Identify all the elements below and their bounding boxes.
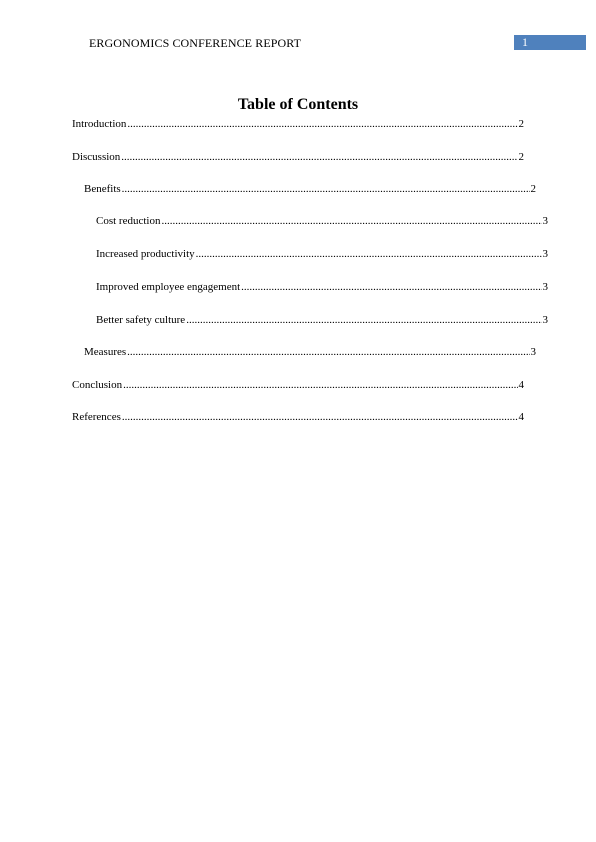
toc-leader [127,345,529,359]
toc-entry-discussion[interactable] [72,150,524,164]
page-number-badge: 1 [514,35,586,50]
toc-leader [121,150,517,164]
toc-entry-page: 4 [518,411,524,423]
toc-entry-page: 3 [530,346,536,358]
toc-leader [161,214,541,228]
toc-title: Table of Contents [237,96,359,113]
toc-entry-references[interactable] [72,410,524,424]
header-title: ERGONOMICS CONFERENCE REPORT [89,36,302,50]
toc-entry-label: Discussion [72,151,121,163]
toc-leader [122,182,530,196]
toc-leader [186,313,541,327]
toc-entry-conclusion[interactable] [72,378,524,392]
toc-leader [122,410,518,424]
toc-entry-label: Conclusion [72,379,123,391]
toc-entry-page: 2 [518,118,524,130]
toc-entry-increased-productivity[interactable] [72,247,548,261]
toc-entry-label: Improved employee engagement [96,281,241,293]
toc-entry-label: Increased productivity [96,248,195,260]
toc-leader [123,378,517,392]
toc-entry-page: 3 [542,281,548,293]
toc-entry-better-safety-culture[interactable] [72,313,548,327]
toc-entry-page: 2 [530,183,536,195]
toc-entry-label: Better safety culture [96,314,186,326]
toc-entry-label: References [72,411,121,423]
toc-entry-introduction[interactable] [72,117,524,131]
toc-entry-measures[interactable] [72,345,536,359]
toc-entry-page: 3 [542,215,548,227]
toc-entry-page: 2 [518,151,524,163]
toc-leader [127,117,517,131]
toc-entry-page: 3 [542,314,548,326]
toc-leader [196,247,542,261]
toc-entry-improved-employee-engagement[interactable] [72,280,548,294]
toc-entry-label: Measures [84,346,127,358]
toc-entry-page: 3 [542,248,548,260]
toc-entry-label: Introduction [72,118,127,130]
toc-entry-benefits[interactable] [72,182,536,196]
toc-entry-cost-reduction[interactable] [72,214,548,228]
toc-entry-page: 4 [518,379,524,391]
toc-leader [241,280,541,294]
toc-entry-label: Cost reduction [96,215,161,227]
toc-entry-label: Benefits [84,183,121,195]
